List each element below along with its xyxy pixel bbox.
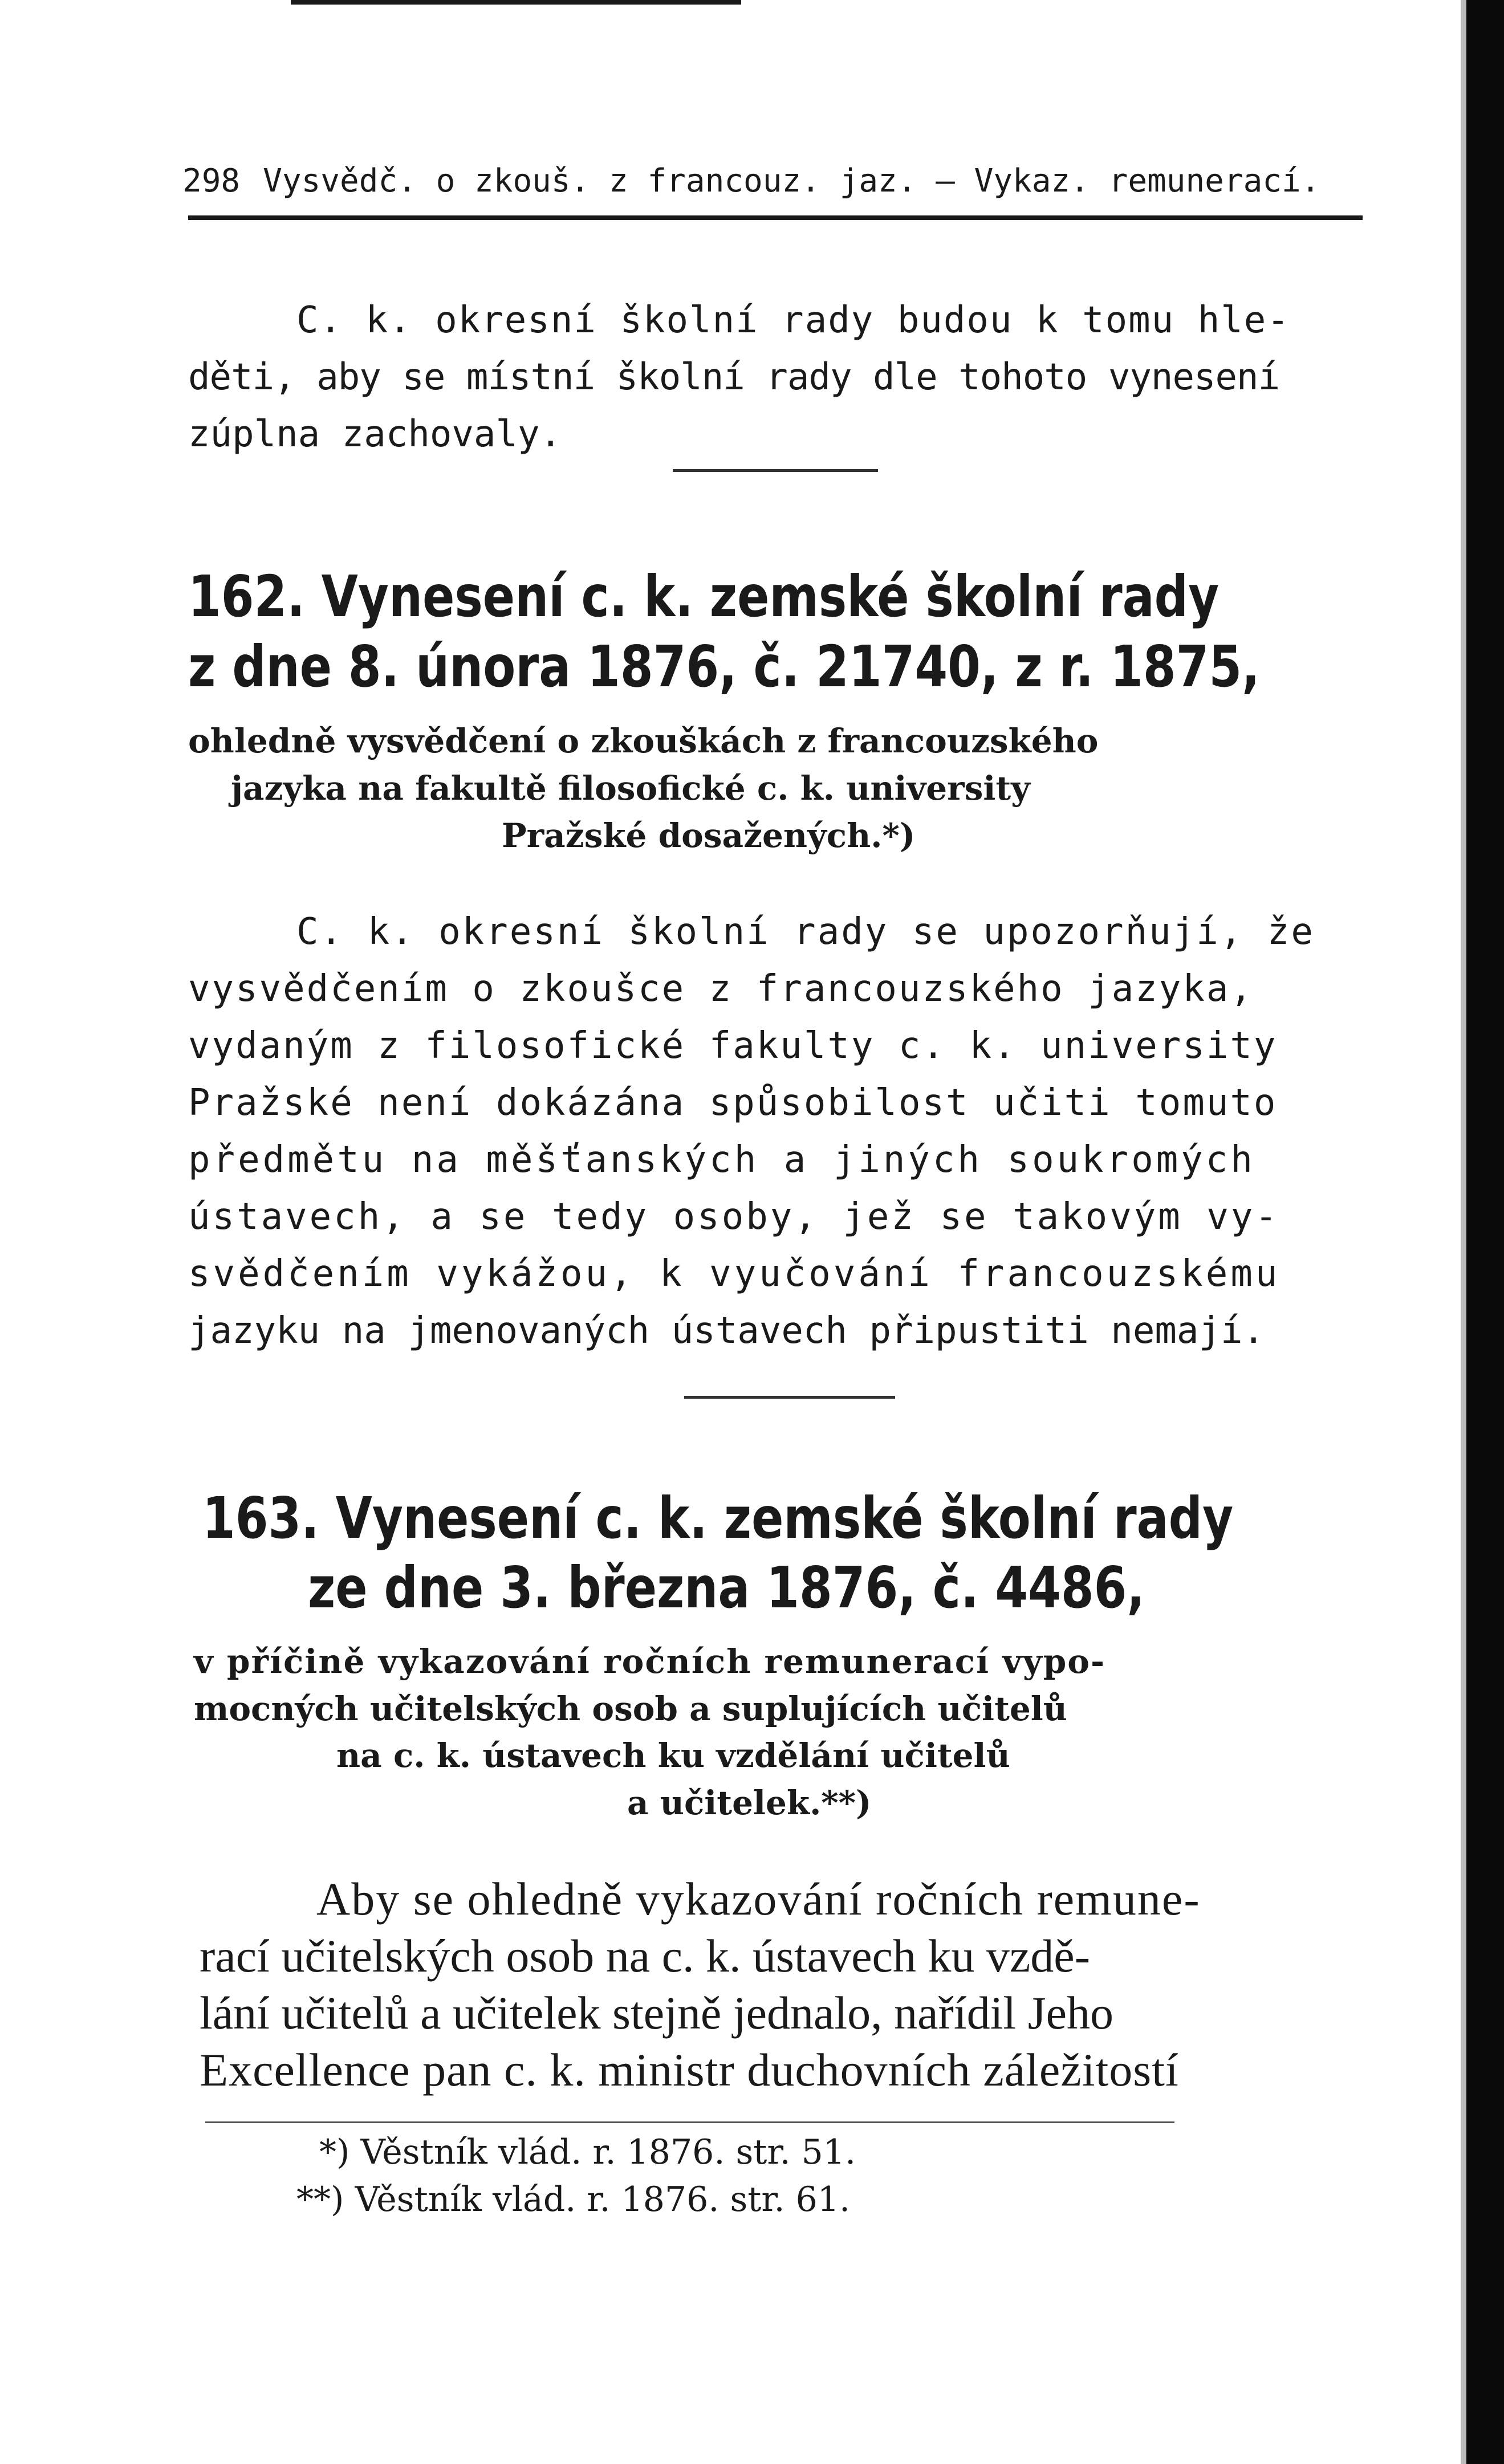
section-divider bbox=[684, 1396, 895, 1399]
section-162-subtitle: Pražské dosažených.*) bbox=[502, 816, 916, 855]
section-162-body-line: vysvědčením o zkoušce z francouzského jazyka, bbox=[188, 968, 1254, 1010]
section-163-body-line: Aby se ohledně vykazování ročních remune- bbox=[316, 1873, 1201, 1925]
section-divider bbox=[673, 469, 878, 472]
section-162-body-line: vydaným z filosofické fakulty c. k. university bbox=[188, 1025, 1278, 1067]
section-162-body-line: svědčením vykážou, k vyučování francouzskému bbox=[188, 1253, 1281, 1295]
section-163-subtitle: na c. k. ústavech ku vzdělání učitelů bbox=[336, 1736, 1010, 1775]
running-title: Vysvědč. o zkouš. z francouz. jaz. — Vykaz. remunerací. bbox=[263, 162, 1320, 199]
book-spine bbox=[1466, 0, 1504, 2464]
footnote: **) Věstník vlád. r. 1876. str. 61. bbox=[296, 2180, 851, 2219]
section-162-subtitle: ohledně vysvědčení o zkouškách z francouzského bbox=[188, 722, 1099, 760]
footnote: *) Věstník vlád. r. 1876. str. 51. bbox=[319, 2132, 856, 2172]
page-number: 298 bbox=[182, 162, 241, 199]
intro-line: děti, aby se místní školní rady dle tohoto vynesení bbox=[188, 356, 1280, 398]
footnote-rule bbox=[205, 2121, 1174, 2123]
section-163-heading: ze dne 3. března 1876, č. 4486, bbox=[308, 1554, 1145, 1621]
section-162-heading: 162. Vynesení c. k. zemské školní rady bbox=[188, 563, 1220, 630]
section-163-body-line: rací učitelských osob na c. k. ústavech ku vzdě- bbox=[200, 1930, 1091, 1982]
top-edge-mark bbox=[291, 0, 741, 5]
spine-shadow bbox=[1461, 0, 1466, 2464]
intro-line: zúplna zachovaly. bbox=[188, 413, 562, 455]
section-163-subtitle: v příčině vykazování ročních remunerací vypo- bbox=[194, 1642, 1106, 1681]
section-162-body-line: C. k. okresní školní rady se upozorňují, že bbox=[296, 911, 1315, 953]
section-162-subtitle: jazyka na fakultě filosofické c. k. university bbox=[231, 769, 1030, 808]
section-162-heading: z dne 8. února 1876, č. 21740, z r. 1875, bbox=[188, 633, 1260, 700]
section-162-body-line: jazyku na jmenovaných ústavech připustiti nemají. bbox=[188, 1310, 1265, 1352]
running-header bbox=[182, 158, 1368, 204]
section-163-body-line: Excellence pan c. k. ministr duchovních záležitostí bbox=[200, 2044, 1179, 2096]
section-162-body-line: Pražské není dokázána spůsobilost učiti tomuto bbox=[188, 1082, 1278, 1124]
section-163-body-line: lání učitelů a učitelek stejně jednalo, nařídil Jeho bbox=[200, 1987, 1114, 2039]
section-163-subtitle: mocných učitelských osob a suplujících učitelů bbox=[194, 1689, 1067, 1728]
section-163-subtitle: a učitelek.**) bbox=[627, 1783, 872, 1822]
intro-line: C. k. okresní školní rady budou k tomu hle- bbox=[296, 299, 1290, 341]
section-162-body-line: ústavech, a se tedy osoby, jež se takovým vy- bbox=[188, 1196, 1279, 1238]
section-162-body-line: předmětu na měšťanských a jiných soukromých bbox=[188, 1139, 1255, 1181]
header-rule bbox=[188, 215, 1363, 220]
section-163-heading: 163. Vynesení c. k. zemské školní rady bbox=[202, 1485, 1234, 1551]
